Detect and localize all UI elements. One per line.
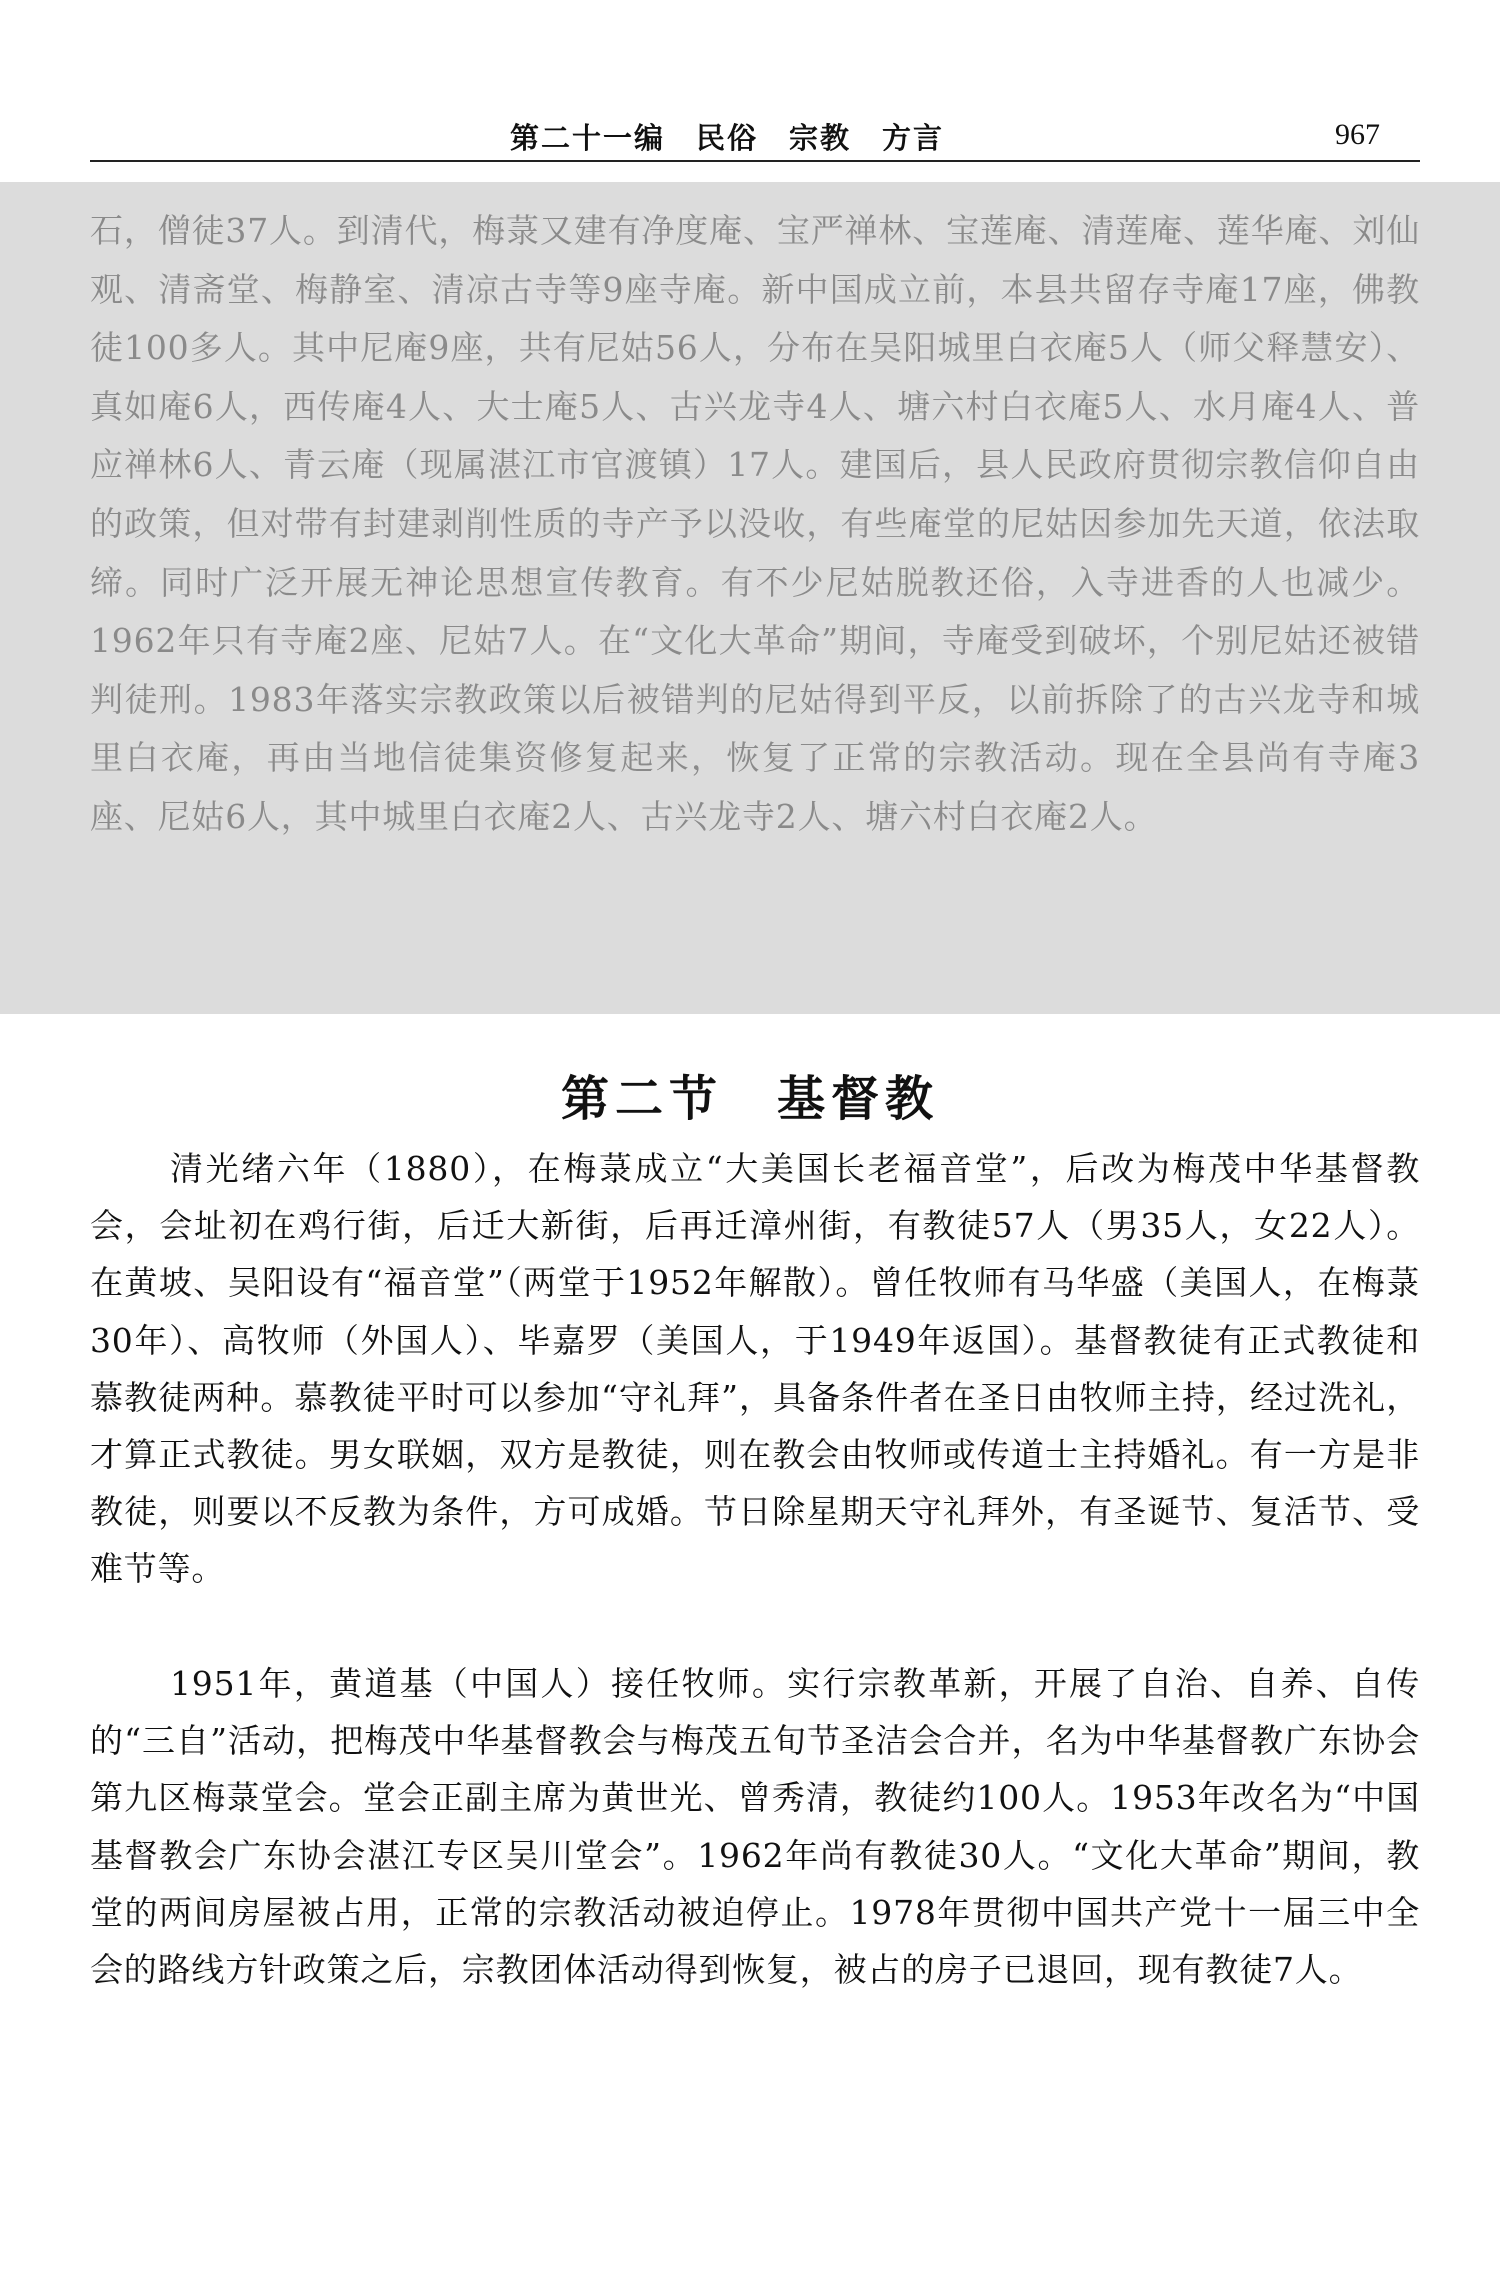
upper-paragraph: 石，僧徒37人。到清代，梅菉又建有净度庵、宝严禅林、宝莲庵、清莲庵、莲华庵、刘仙观、清斋堂、梅静室、清凉古寺等9座寺庵。新中国成立前，本县共留存寺庵17座，佛教徒100多人。其中尼庵9座，共有尼姑56人，分布在吴阳城里白衣庵5人（师父释慧安）、真如庵6人，西传庵4人、大士庵5人、古兴龙寺4人、塘六村白衣庵5人、水月庵4人、普应禅林6人、青云庵（现属湛江市官渡镇）17人。建国后，县人民政府贯彻宗教信仰自由的政策，但对带有封建剥削性质的寺产予以没收，有些庵堂的尼姑因参加先天道，依法取缔。同时广泛开展无神论思想宣传教育。有不少尼姑脱教还俗，入寺进香的人也减少。1962年只有寺庵2座、尼姑7人。在“文化大革命”期间，寺庵受到破坏，个别尼姑还被错判徒刑。1983年落实宗教政策以后被错判的尼姑得到平反，以前拆除了的古兴龙寺和城里白衣庵，再由当地信徒集资修复起来，恢复了正常的宗教活动。现在全县尚有寺庵3座、尼姑6人，其中城里白衣庵2人、古兴龙寺2人、塘六村白衣庵2人。 xyxy=(90,211,1420,836)
running-title: 第二十一编 民俗 宗教 方言 xyxy=(510,121,945,155)
page-number: 967 xyxy=(1335,118,1380,151)
running-header xyxy=(90,100,1420,162)
body-paragraph-1: 清光绪六年（1880），在梅菉成立“大美国长老福音堂”，后改为梅茂中华基督教会，会址初在鸡行街，后迁大新街，后再迁漳州街，有教徒57人（男35人，女22人）。在黄坡、吴阳设有“福音堂”（两堂于1952年解散）。曾任牧师有马华盛（美国人，在梅菉30年）、高牧师（外国人）、毕嘉罗（美国人，于1949年返国）。基督教徒有正式教徒和慕教徒两种。慕教徒平时可以参加“守礼拜”，具备条件者在圣日由牧师主持，经过洗礼，才算正式教徒。男女联姻，双方是教徒，则在教会由牧师或传道士主持婚礼。有一方是非教徒，则要以不反教为条件，方可成婚。节日除星期天守礼拜外，有圣诞节、复活节、受难节等。 xyxy=(90,1149,1420,1589)
section-heading: 第二节 基督教 xyxy=(560,1070,939,1127)
body-paragraph-2: 1951年，黄道基（中国人）接任牧师。实行宗教革新，开展了自治、自养、自传的“三自”活动，把梅茂中华基督教会与梅茂五旬节圣洁会合并，名为中华基督教广东协会第九区梅菉堂会。堂会正副主席为黄世光、曾秀清，教徒约100人。1953年改名为“中国基督教会广东协会湛江专区吴川堂会”。1962年尚有教徒30人。“文化大革命”期间，教堂的两间房屋被占用，正常的宗教活动被迫停止。1978年贯彻中国共产党十一届三中全会的路线方针政策之后，宗教团体活动得到恢复，被占的房子已退回，现有教徒7人。 xyxy=(90,1664,1420,1990)
